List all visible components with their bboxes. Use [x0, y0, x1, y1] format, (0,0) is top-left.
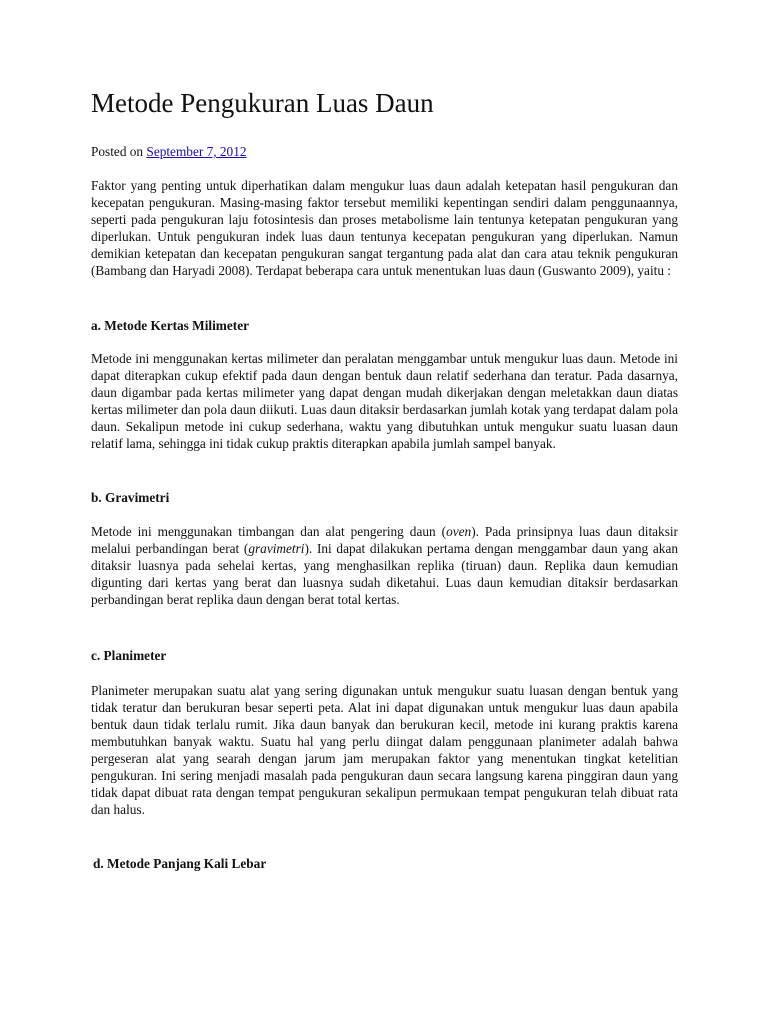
posted-meta — [91, 143, 247, 160]
section-b — [91, 489, 678, 506]
article-title: Metode Pengukuran Luas Daun — [91, 88, 434, 118]
section-d-heading: d. Metode Panjang Kali Lebar — [93, 856, 267, 871]
section-a — [91, 317, 678, 334]
section-b-text-2: ). Pada prinsipnya luas daun ditaksir melalui perbandingan berat ( — [91, 524, 678, 556]
section-d — [91, 855, 678, 872]
posted-prefix: Posted on — [91, 144, 144, 159]
section-c-body-block — [91, 682, 678, 818]
section-a-paragraph: Metode ini menggunakan kertas milimeter dan peralatan menggambar untuk mengukur luas daun. Metode ini dapat diterapkan cukup efektif pada daun dengan bentuk daun relatif sederhana dan teratur. Pada dasarnya, daun digambar pada kertas milimeter yang dapat dengan mudah dikerjakan dengan meletakkan daun diatas kertas milimeter dan pola daun diikuti. Luas daun ditaksir berdasarkan jumlah kotak yang terdapat dalam pola daun. Sekalipun metode ini cukup sederhana, waktu yang dibutuhkan untuk mengukur suatu luasan daun relatif lama, sehingga ini tidak cukup praktis diterapkan apabila jumlah sampel banyak. — [91, 351, 678, 451]
section-c — [91, 647, 678, 664]
section-b-paragraph — [91, 523, 678, 608]
section-a-body-block — [91, 350, 678, 452]
intro-paragraph: Faktor yang penting untuk diperhatikan dalam mengukur luas daun adalah ketepatan hasil pengukuran dan kecepatan pengukuran. Masing-masing faktor tersebut memiliki kepentingan sendiri dalam penggunaannya, seperti pada pengukuran laju fotosintesis dan proses metabolisme lain tentunya ketepatan pengukuran yang diperlukan. Untuk pengukuran indek luas daun tentunya kecepatan pengukuran yang diperlukan. Namun demikian ketepatan dan kecepatan pengukuran sangat tergantung pada alat dan cara atau teknik pengukuran (Bambang dan Haryadi 2008). Terdapat beberapa cara untuk menentukan luas daun (Guswanto 2009), yaitu : — [91, 178, 678, 278]
section-a-heading: a. Metode Kertas Milimeter — [91, 318, 250, 333]
intro-block — [91, 177, 678, 279]
section-b-body-block — [91, 523, 678, 608]
section-c-heading: c. Planimeter — [91, 648, 167, 663]
section-b-text-1: Metode ini menggunakan timbangan dan alat pengering daun ( — [91, 524, 447, 539]
section-b-text-3: ). Ini dapat dilakukan pertama dengan menggambar daun yang akan ditaksir luasnya pada sehelai kertas, yang menghasilkan replika (tiruan) daun. Replika daun kemudian digunting dari kertas yang berat dan luasnya sudah diketahui. Luas daun kemudian ditaksir berdasarkan perbandingan berat replika daun dengan berat total kertas. — [91, 541, 678, 607]
section-b-oven-term: oven — [446, 524, 472, 539]
section-b-gravimetri-term: gravimetri — [248, 541, 305, 556]
section-b-heading: b. Gravimetri — [91, 490, 170, 505]
section-c-paragraph: Planimeter merupakan suatu alat yang sering digunakan untuk mengukur suatu luasan dengan bentuk yang tidak teratur dan berukuran besar seperti peta. Alat ini dapat digunakan untuk mengukur luas daun apabila bentuk daun tidak terlalu rumit. Jika daun banyak dan berukuran kecil, metode ini kurang praktis karena membutuhkan banyak waktu. Suatu hal yang perlu diingat dalam penggunaan planimeter adalah bahwa pergeseran alat yang searah dengan jarum jam merupakan faktor yang menentukan tingkat ketelitian pengukuran. Ini sering menjadi masalah pada pengukuran daun secara langsung karena pinggiran daun yang tidak dapat dibuat rata dengan tempat pengukuran sekalipun permukaan tempat pengukuran telah dibuat rata dan halus. — [91, 683, 678, 817]
posted-date-link[interactable]: September 7, 2012 — [146, 144, 247, 159]
